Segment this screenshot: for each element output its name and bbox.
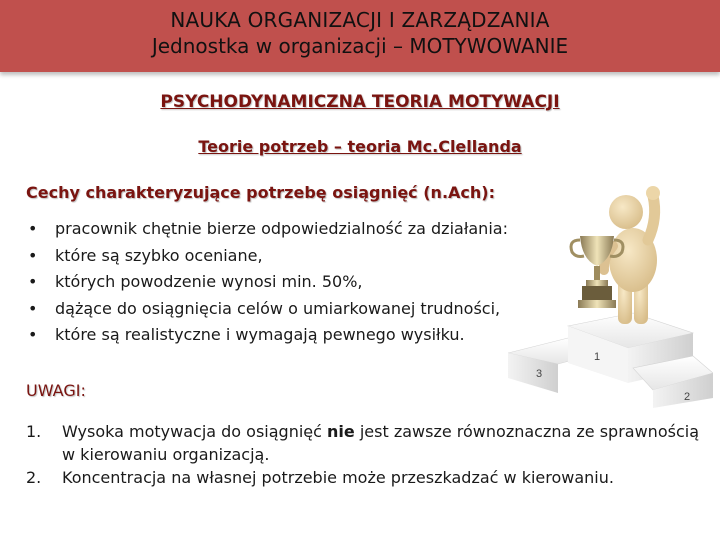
header-title: NAUKA ORGANIZACJI I ZARZĄDZANIA bbox=[170, 8, 550, 32]
header-banner bbox=[0, 0, 720, 72]
bullet-icon: • bbox=[28, 245, 38, 265]
slide-subtitle: Teorie potrzeb – teoria Mc.Clellanda bbox=[198, 137, 522, 156]
list-item: • których powodzenie wynosi min. 50%, bbox=[26, 269, 586, 296]
list-item: • dążące do osiągnięcia celów o umiarkowanej trudności, bbox=[26, 296, 586, 323]
place-3-label: 3 bbox=[536, 368, 543, 380]
place-2-label: 2 bbox=[684, 391, 691, 403]
slide-title: PSYCHODYNAMICZNA TEORIA MOTYWACJI bbox=[160, 92, 560, 112]
bullet-list bbox=[26, 216, 586, 349]
note-item: 2. Koncentracja na własnej potrzebie może przeszkadzać w kierowaniu. bbox=[26, 468, 614, 487]
bullet-icon: • bbox=[28, 272, 38, 291]
list-item: • które są szybko oceniane, bbox=[26, 243, 586, 270]
note-emphasis: nie bbox=[327, 422, 355, 441]
list-item: • które są realistyczne i wymagają pewnego wysiłku. bbox=[26, 322, 586, 349]
header-subtitle: Jednostka w organizacji – MOTYWOWANIE bbox=[151, 34, 569, 58]
note-number: 2. bbox=[26, 468, 42, 487]
note-number: 1. bbox=[26, 422, 42, 441]
notes-heading: UWAGI: bbox=[26, 381, 86, 400]
note-item: 1. Wysoka motywacja do osiągnięć nie jest zawsze równoznaczna ze sprawnością w kierowaniu organizacją. bbox=[26, 422, 699, 464]
notes-list bbox=[26, 420, 706, 489]
section-heading: Cechy charakteryzujące potrzebę osiągnięć (n.Ach): bbox=[26, 183, 495, 202]
bullet-icon: • bbox=[28, 219, 38, 238]
podium-winner-trophy-icon bbox=[508, 178, 713, 408]
bullet-icon: • bbox=[28, 325, 38, 344]
bullet-icon: • bbox=[28, 298, 38, 318]
list-item: • pracownik chętnie bierze odpowiedzialność za działania: bbox=[26, 216, 586, 243]
place-1-label: 1 bbox=[594, 351, 601, 363]
